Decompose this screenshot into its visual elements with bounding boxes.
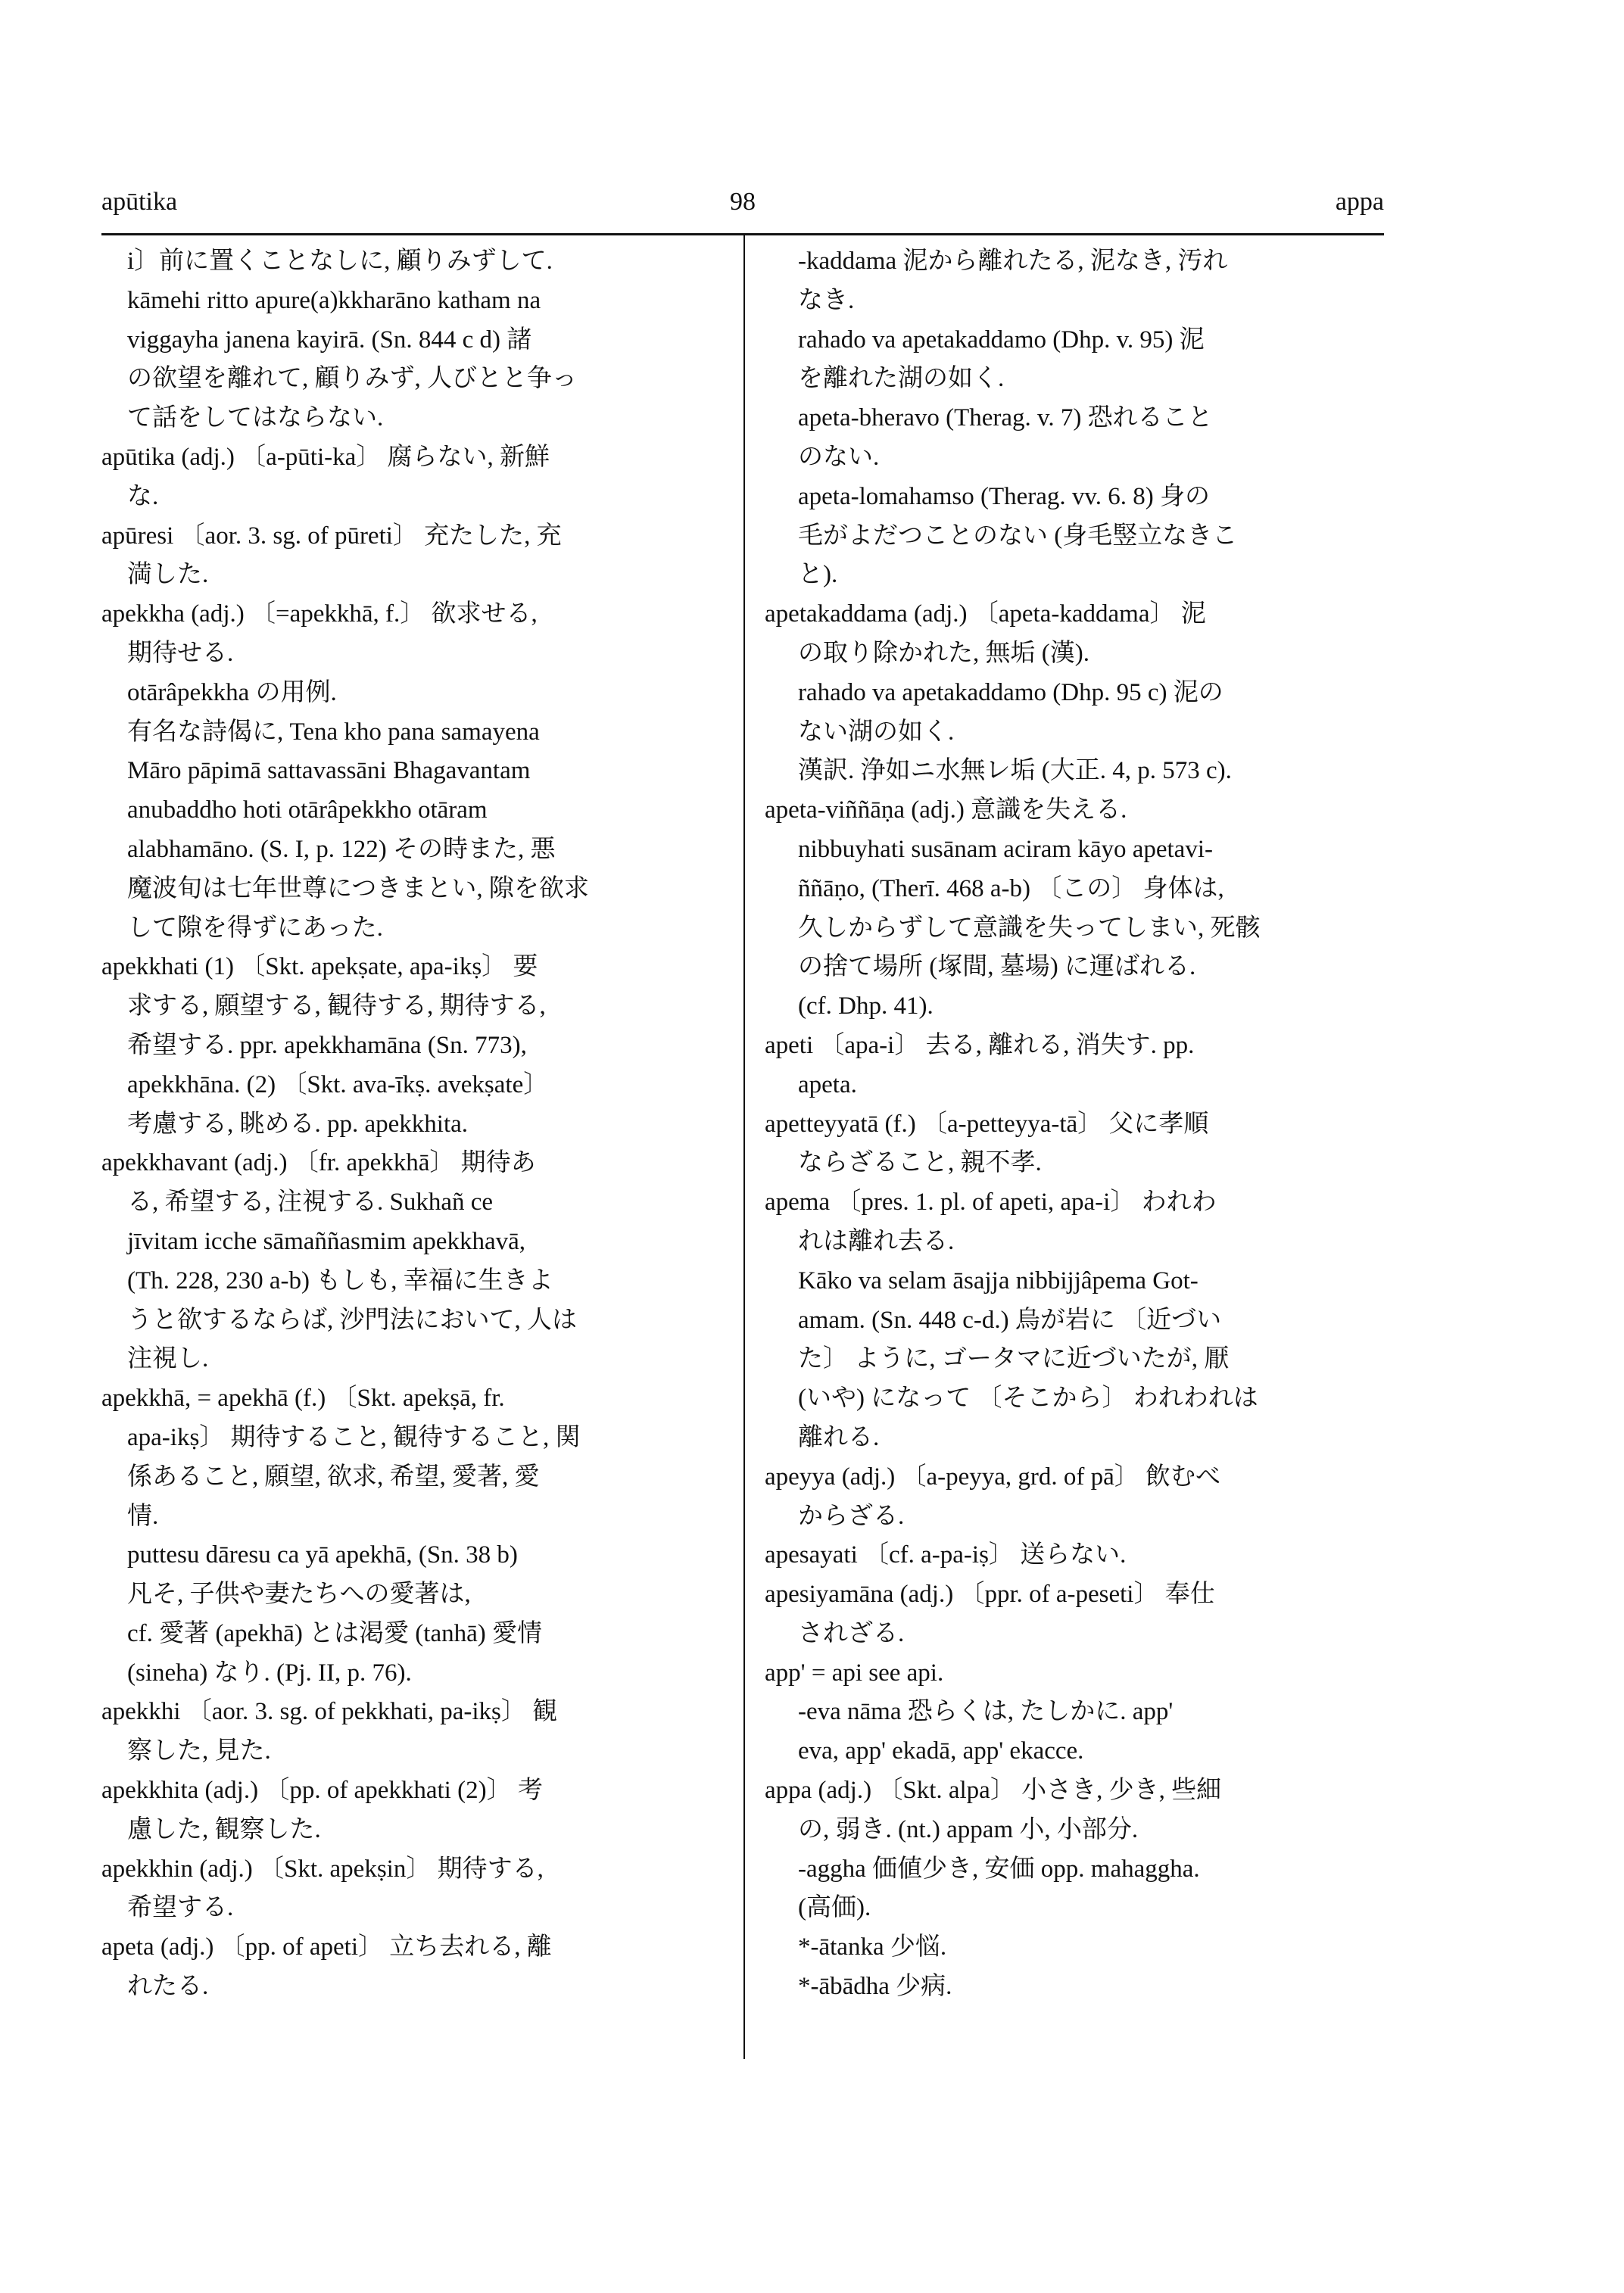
page-number: 98 <box>730 188 756 216</box>
entry-continuation-line: 毛がよだつことのない (身毛竪立なきこ <box>798 522 1238 550</box>
entry-continuation-line: apeta-lomahamso (Therag. vv. 6. 8) 身の <box>798 482 1211 510</box>
header-right-word: appa <box>1335 188 1384 216</box>
entry-continuation-line: 注視し. <box>127 1345 209 1373</box>
entry-continuation-line: viggayha janena kayirā. (Sn. 844 c d) 諸 <box>127 326 532 354</box>
entry-continuation-line: ならざること, 親不孝. <box>798 1149 1042 1177</box>
entry-headword-line: apekkhā, = apekhā (f.) 〔Skt. apekṣā, fr. <box>101 1385 505 1413</box>
entry-continuation-line: apeta. <box>798 1070 857 1098</box>
header-left-word: apūtika <box>101 188 178 216</box>
entry-continuation-line: な. <box>127 482 159 510</box>
entry-headword-line: apekkha (adj.) 〔=apekkhā, f.〕 欲求せる, <box>101 600 538 628</box>
entry-continuation-line: からざる. <box>798 1502 905 1530</box>
entry-continuation-line: 魔波旬は七年世尊につきまとい, 隙を欲求 <box>127 874 589 902</box>
entry-headword-line: apekkhita (adj.) 〔pp. of apekkhati (2)〕 考 <box>101 1777 543 1805</box>
entry-continuation-line: 期待せる. <box>127 639 234 667</box>
entry-continuation-line: 情. <box>127 1502 159 1530</box>
entry-continuation-line: (sineha) なり. (Pj. II, p. 76). <box>127 1659 412 1687</box>
entry-continuation-line: 求する, 願望する, 観待する, 期待する, <box>127 992 546 1020</box>
entry-continuation-line: rahado va apetakaddamo (Dhp. v. 95) 泥 <box>798 326 1205 354</box>
entry-continuation-line: i〕前に置くことなしに, 顧りみずして. <box>127 248 553 275</box>
entry-continuation-line: anubaddho hoti otārâpekkho otāram <box>127 796 488 824</box>
entry-headword-line: apūtika (adj.) 〔a-pūti-ka〕 腐らない, 新鮮 <box>101 443 550 471</box>
entry-headword-line: apekkhati (1) 〔Skt. apekṣate, apa-ikṣ〕 要 <box>101 953 538 981</box>
entry-headword-line: apeyya (adj.) 〔a-peyya, grd. of pā〕 飲むべ <box>765 1463 1221 1491</box>
entry-headword-line: appa (adj.) 〔Skt. alpa〕 小さき, 少き, 些細 <box>765 1777 1222 1805</box>
entry-continuation-line: amam. (Sn. 448 c-d.) 烏が岩に 〔近づい <box>798 1306 1222 1334</box>
entry-continuation-line: -aggha 価値少き, 安価 opp. mahaggha. <box>798 1855 1200 1883</box>
entry-continuation-line: ññāṇo, (Therī. 468 a-b) 〔この〕 身体は, <box>798 874 1224 902</box>
entry-headword-line: app' = api see api. <box>765 1659 944 1687</box>
entry-continuation-line: *-ābādha 少病. <box>798 1973 952 2001</box>
entry-headword-line: apeta (adj.) 〔pp. of apeti〕 立ち去れる, 離 <box>101 1933 552 1961</box>
entry-continuation-line: 久しからずして意識を失ってしまい, 死骸 <box>798 914 1261 942</box>
entry-continuation-line: と). <box>798 561 838 589</box>
entry-continuation-line: apa-ikṣ〕 期待すること, 観待すること, 関 <box>127 1423 581 1451</box>
entry-continuation-line: して隙を得ずにあった. <box>127 914 383 942</box>
entry-continuation-line: *-ātanka 少悩. <box>798 1933 947 1961</box>
entry-continuation-line: jīvitam icche sāmaññasmim apekkhavā, <box>127 1227 525 1255</box>
entry-continuation-line: 希望する. ppr. apekkhamāna (Sn. 773), <box>127 1031 527 1059</box>
entry-headword-line: apetakaddama (adj.) 〔apeta-kaddama〕 泥 <box>765 600 1206 628</box>
entry-continuation-line: ない湖の如く. <box>798 718 955 746</box>
entry-continuation-line: nibbuyhati susānam aciram kāyo apetavi- <box>798 835 1213 863</box>
entry-continuation-line: た〕 ように, ゴータマに近づいたが, 厭 <box>798 1345 1230 1373</box>
entry-continuation-line: Māro pāpimā sattavassāni Bhagavantam <box>127 757 531 785</box>
entry-continuation-line: の取り除かれた, 無垢 (漢). <box>798 639 1089 667</box>
entry-headword-line: apesiyamāna (adj.) 〔ppr. of a-peseti〕 奉仕 <box>765 1581 1215 1609</box>
entry-continuation-line: (cf. Dhp. 41). <box>798 992 934 1020</box>
entry-continuation-line: (Th. 228, 230 a-b) もしも, 幸福に生きよ <box>127 1266 553 1294</box>
entry-continuation-line: alabhamāno. (S. I, p. 122) その時また, 悪 <box>127 835 556 863</box>
entry-continuation-line: 察した, 見た. <box>127 1737 271 1765</box>
entry-continuation-line: 満した. <box>127 561 209 589</box>
entry-headword-line: apesayati 〔cf. a-pa-iṣ〕 送らない. <box>765 1541 1127 1569</box>
entry-continuation-line: を離れた湖の如く. <box>798 365 1005 393</box>
entry-continuation-line: の, 弱き. (nt.) appam 小, 小部分. <box>798 1815 1139 1843</box>
entry-continuation-line: cf. 愛著 (apekhā) とは渇愛 (tanhā) 愛情 <box>127 1619 542 1647</box>
entry-continuation-line: 慮した, 観察した. <box>127 1815 321 1843</box>
entry-continuation-line: 漢訳. 浄如ニ水無レ垢 (大正. 4, p. 573 c). <box>798 757 1232 785</box>
column-divider <box>743 235 745 2059</box>
entry-headword-line: apetteyyatā (f.) 〔a-petteyya-tā〕 父に孝順 <box>765 1110 1209 1138</box>
entry-continuation-line: れたる. <box>127 1973 209 2001</box>
entry-continuation-line: (高価). <box>798 1894 871 1922</box>
entry-continuation-line: apeta-bheravo (Therag. v. 7) 恐れること <box>798 404 1213 432</box>
entry-headword-line: apeti 〔apa-i〕 去る, 離れる, 消失す. pp. <box>765 1031 1195 1059</box>
entry-continuation-line: apekkhāna. (2) 〔Skt. ava-īkṣ. avekṣate〕 <box>127 1070 549 1098</box>
left-column <box>101 242 715 2007</box>
entry-continuation-line: otārâpekkha の用例. <box>127 678 337 706</box>
entry-continuation-line: 希望する. <box>127 1894 234 1922</box>
entry-continuation-line: なき. <box>798 286 855 314</box>
entry-continuation-line: の捨て場所 (塚間, 墓場) に運ばれる. <box>798 953 1196 981</box>
entry-continuation-line: puttesu dāresu ca yā apekhā, (Sn. 38 b) <box>127 1541 518 1569</box>
entry-continuation-line: の欲望を離れて, 顧りみず, 人びとと争っ <box>127 365 577 393</box>
right-column <box>765 242 1384 2007</box>
entry-continuation-line: うと欲するならば, 沙門法において, 人は <box>127 1306 577 1334</box>
entry-continuation-line: rahado va apetakaddamo (Dhp. 95 c) 泥の <box>798 678 1223 706</box>
entry-continuation-line: れは離れ去る. <box>798 1227 955 1255</box>
page-header <box>101 180 1384 235</box>
entry-headword-line: apekkhin (adj.) 〔Skt. apekṣin〕 期待する, <box>101 1855 544 1883</box>
entry-continuation-line: 係あること, 願望, 欲求, 希望, 愛著, 愛 <box>127 1463 540 1491</box>
entry-continuation-line: -kaddama 泥から離れたる, 泥なき, 汚れ <box>798 248 1228 275</box>
entry-headword-line: apekkhi 〔aor. 3. sg. of pekkhati, pa-ikṣ〕 観 <box>101 1698 558 1726</box>
entry-continuation-line: されざる. <box>798 1619 905 1647</box>
entry-continuation-line: る, 希望する, 注視する. Sukhañ ce <box>127 1189 494 1217</box>
entry-headword-line: apekkhavant (adj.) 〔fr. apekkhā〕 期待あ <box>101 1149 536 1177</box>
entry-headword-line: apūresi 〔aor. 3. sg. of pūreti〕 充たした, 充 <box>101 522 562 550</box>
entry-headword-line: apeta-viññāṇa (adj.) 意識を失える. <box>765 796 1127 824</box>
entry-continuation-line: kāmehi ritto apure(a)kkharāno katham na <box>127 286 541 314</box>
entry-continuation-line: -eva nāma 恐らくは, たしかに. app' <box>798 1698 1174 1726</box>
entry-continuation-line: 離れる. <box>798 1423 880 1451</box>
entry-continuation-line: Kāko va selam āsajja nibbijjâpema Got- <box>798 1266 1199 1294</box>
entry-continuation-line: eva, app' ekadā, app' ekacce. <box>798 1737 1084 1765</box>
entry-continuation-line: 考慮する, 眺める. pp. apekkhita. <box>127 1110 469 1138</box>
entry-continuation-line: (いや) になって 〔そこから〕 われわれは <box>798 1385 1258 1413</box>
entry-continuation-line: 有名な詩偈に, Tena kho pana samayena <box>127 718 540 746</box>
entry-continuation-line: て話をしてはならない. <box>127 404 384 432</box>
entry-continuation-line: のない. <box>798 443 880 471</box>
entry-continuation-line: 凡そ, 子供や妻たちへの愛著は, <box>127 1581 471 1609</box>
entry-headword-line: apema 〔pres. 1. pl. of apeti, apa-i〕 われわ <box>765 1189 1217 1217</box>
